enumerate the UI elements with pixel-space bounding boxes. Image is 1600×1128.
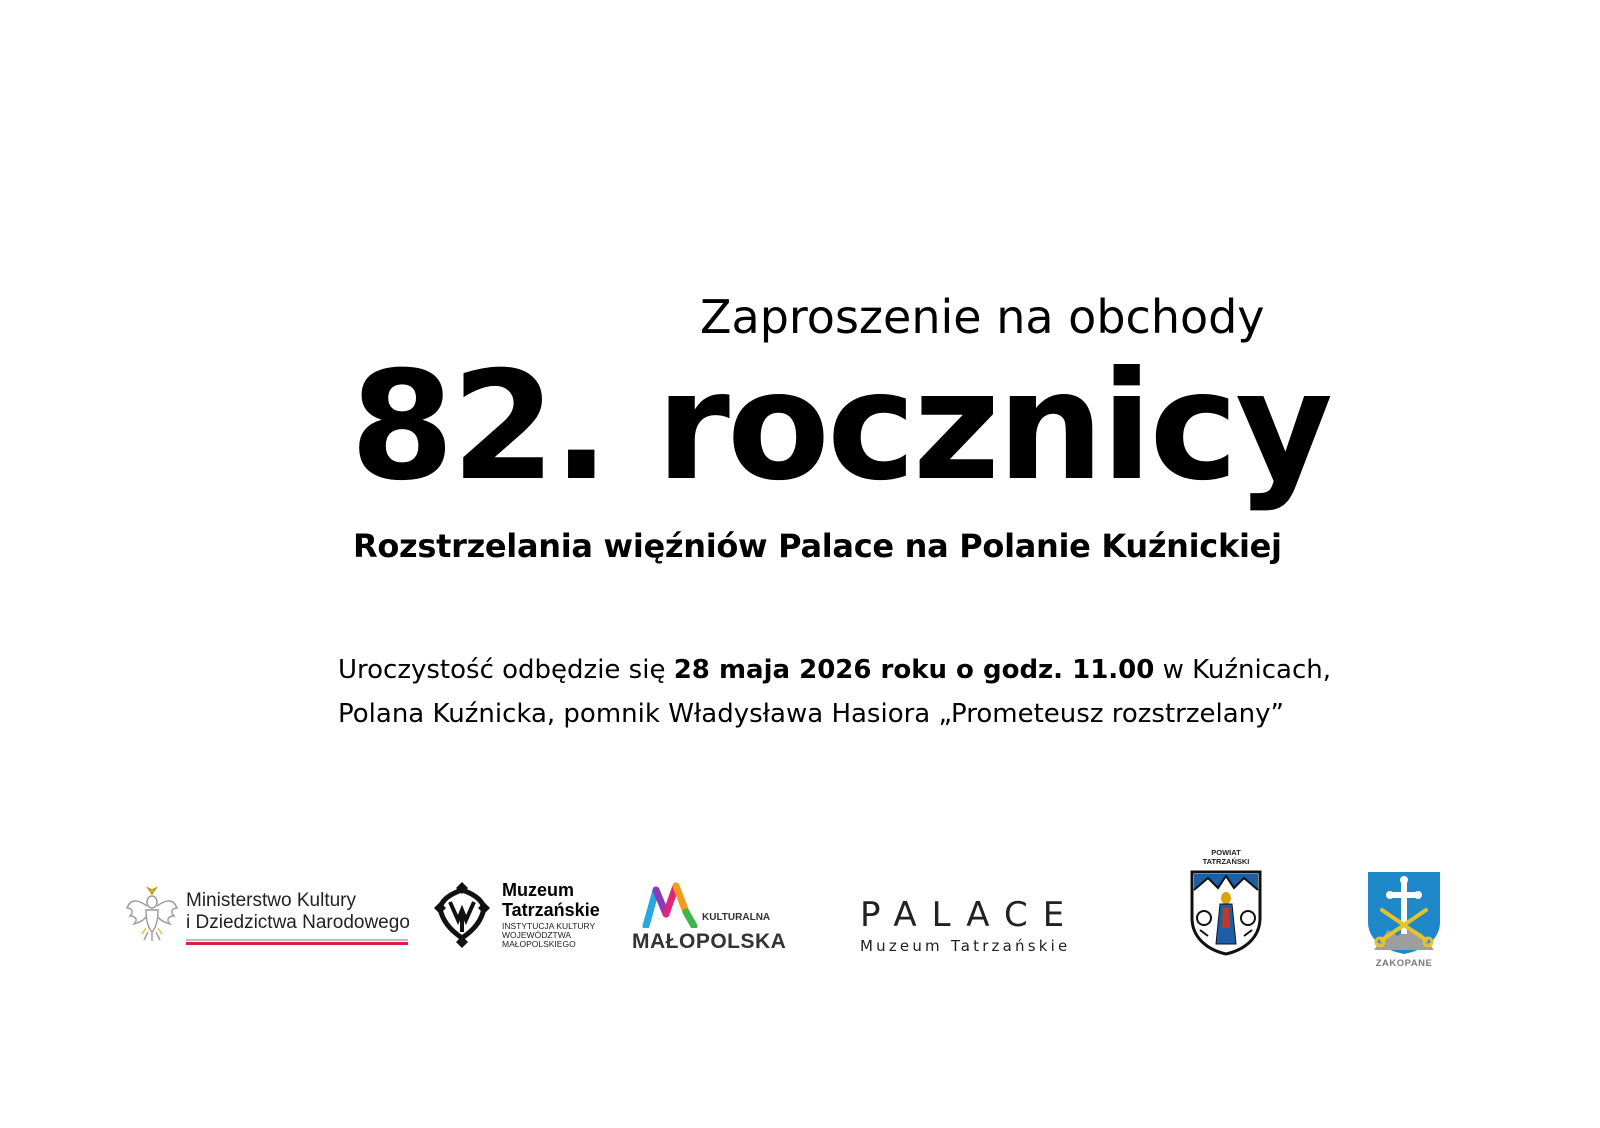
event-name: Rozstrzelania więźniów Palace na Polanie Kuźnickiej (353, 527, 1282, 565)
ministry-logo (124, 884, 414, 954)
powiat-caption-line-1: POWIAT (1211, 848, 1241, 857)
event-details (338, 648, 1331, 736)
malopolska-small-label: KULTURALNA (702, 912, 771, 923)
zakopane-logo (1364, 870, 1444, 970)
details-prefix: Uroczystość odbędzie się (338, 655, 674, 685)
museum-sub-line-1: INSTYTUCJA KULTURY (502, 921, 596, 931)
museum-name-line-1: Muzeum (502, 880, 574, 900)
museum-emblem-icon (430, 880, 494, 950)
details-line-1 (338, 648, 1331, 692)
powiat-coat-of-arms-icon (1186, 868, 1266, 956)
event-date-time: 28 maja 2026 roku o godz. 11.00 (673, 655, 1155, 685)
details-suffix: w Kuźnicach, (1154, 655, 1332, 685)
malopolska-logo (632, 880, 792, 956)
ministry-divider (186, 939, 408, 941)
invitation-subtitle: Zaproszenie na obchody (700, 290, 1265, 344)
details-line-2: Polana Kuźnicka, pomnik Władysława Hasiora „Prometeusz rozstrzelany” (338, 699, 1284, 729)
ministry-name (186, 890, 410, 934)
powiat-logo (1186, 848, 1266, 958)
ministry-name-line-2: i Dziedzictwa Narodowego (186, 912, 410, 933)
museum-name (502, 880, 600, 920)
anniversary-headline: 82. rocznicy (350, 340, 1331, 514)
palace-sub-label: Muzeum Tatrzańskie (860, 937, 1071, 955)
malopolska-m-icon (642, 882, 702, 928)
ministry-name-line-1: Ministerstwo Kultury (186, 890, 356, 911)
palace-wordmark: PALACE (860, 895, 1080, 935)
museum-sub-line-3: MAŁOPOLSKIEGO (502, 939, 576, 949)
malopolska-main-label: MAŁOPOLSKA (632, 930, 787, 953)
powiat-caption-line-2: TATRZAŃSKI (1202, 857, 1250, 866)
eagle-emblem-icon (124, 884, 180, 944)
zakopane-caption: ZAKOPANE (1375, 958, 1433, 969)
museum-logo (430, 880, 620, 952)
ministry-red-bar (186, 942, 408, 945)
museum-name-line-2: Tatrzańskie (502, 900, 600, 920)
museum-institution (502, 922, 595, 949)
zakopane-coat-of-arms-icon (1364, 870, 1444, 956)
palace-logo (860, 895, 1120, 955)
museum-sub-line-2: WOJEWÓDZTWA (502, 930, 572, 940)
